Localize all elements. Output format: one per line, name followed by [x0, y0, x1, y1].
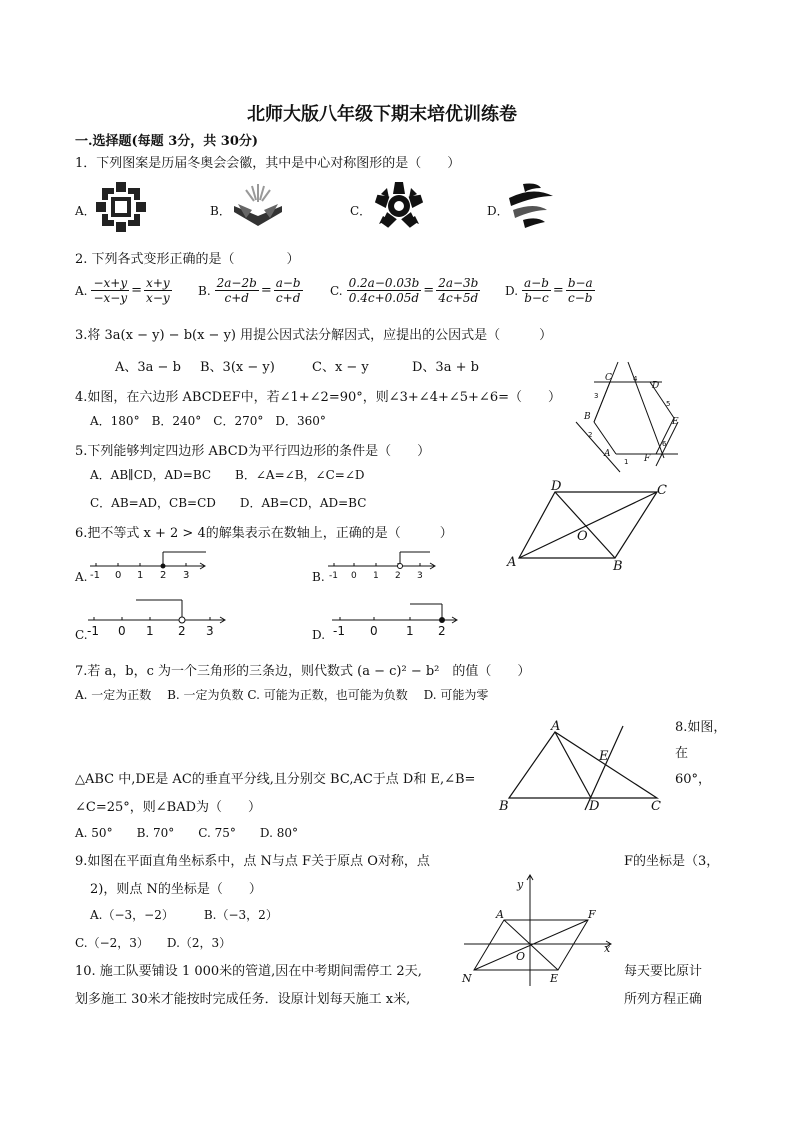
- tri-label-c: C: [651, 799, 661, 814]
- emblem-a-image: [96, 182, 146, 232]
- number-line-c: [86, 596, 228, 638]
- q3-option-b: B、3(x − y): [200, 360, 275, 375]
- page-title: 北师大版八年级下期末培优训练卷: [247, 104, 517, 125]
- tick-label: -1: [329, 571, 338, 581]
- hex-angle-5: 5: [666, 400, 671, 408]
- coord-label-n: N: [462, 972, 472, 985]
- q3-option-a: A、3a − b: [115, 360, 181, 375]
- q9-options-row-2: C.（−2，3） D.（2，3）: [75, 936, 232, 950]
- para-label-d: D: [551, 479, 562, 494]
- hex-angle-6: 6: [662, 440, 667, 448]
- hex-angle-4: 4: [633, 375, 638, 383]
- q7-options: A. 一定为正数 B. 一定为负数 C. 可能为正数，也可能为负数 D. 可能为零: [75, 688, 489, 702]
- question-9-line-1-right: F的坐标是（3，: [624, 854, 720, 869]
- question-10-line-1: 10. 施工队要铺设 1 000米的管道,因在中考期间需停工 2天,: [75, 964, 422, 979]
- hexagon-figure: [572, 362, 684, 472]
- question-10-line-2: 划多施工 30米才能按时完成任务．设原计划每天施工 x米,: [75, 992, 411, 1007]
- fraction: $\frac{2a-2b}{c+d}$: [216, 276, 257, 305]
- q6-option-d-label: D.: [312, 628, 326, 642]
- para-label-a: A: [507, 555, 517, 570]
- fraction: $\frac{-x+y}{-x-y}$: [93, 276, 128, 305]
- tri-label-b: B: [499, 799, 509, 814]
- tick-label: 2: [178, 624, 186, 638]
- q2-option-d: [505, 276, 595, 305]
- hex-angle-1: 1: [624, 458, 629, 466]
- tick-label: 0: [351, 571, 357, 581]
- q9-options-row-1: A.（−3，−2） B.（−3，2）: [90, 908, 278, 922]
- coord-label-a: A: [496, 908, 504, 921]
- fraction: $\frac{a-b}{b-c}$: [524, 276, 549, 305]
- question-10-line-1-right: 每天要比原计: [624, 964, 703, 979]
- tick-label: 0: [370, 624, 378, 638]
- tick-label: 2: [395, 571, 401, 581]
- q5-options-row-1: A．AB∥CD，AD=BC B．∠A=∠B，∠C=∠D: [90, 468, 365, 482]
- tick-label: 2: [438, 624, 446, 638]
- q1-option-a-label: A．: [75, 204, 96, 218]
- question-5: 5.下列能够判定四边形 ABCD为平行四边形的条件是（ ）: [75, 444, 431, 459]
- fraction: $\frac{b-a}{c-b}$: [567, 276, 593, 305]
- tri-label-a: A: [551, 719, 561, 734]
- q1-option-c-label: C．: [350, 204, 372, 218]
- coord-label-f: F: [588, 908, 596, 921]
- question-2: 2. 下列各式变形正确的是（ ）: [75, 252, 300, 267]
- triangle-figure: [495, 720, 675, 814]
- q6-option-c-label: C.: [75, 628, 88, 642]
- q8-degree: 60°，: [675, 772, 712, 787]
- para-label-o: O: [577, 529, 588, 544]
- q2-option-a: [75, 276, 172, 305]
- hex-label-f: F: [644, 454, 651, 464]
- q1-option-b-label: B．: [210, 204, 231, 218]
- q3-option-c: C、x − y: [312, 360, 369, 375]
- tri-label-e: E: [599, 749, 609, 764]
- tick-label: -1: [90, 570, 100, 581]
- question-7: 7.若 a，b，c 为一个三角形的三条边，则代数式 (a − c)² − b² 的值（ ）: [75, 664, 531, 679]
- question-9-line-2: 2)，则点 N的坐标是（ ）: [90, 882, 262, 897]
- hex-label-b: B: [584, 412, 591, 422]
- hex-label-c: C: [605, 373, 612, 383]
- hex-angle-3: 3: [594, 392, 599, 400]
- q6-option-b-label: B.: [312, 570, 325, 584]
- hex-label-e: E: [672, 417, 679, 427]
- q1-option-d-label: D．: [487, 204, 509, 218]
- q2-option-d-label: D.: [505, 283, 519, 298]
- q8-line-1: △ABC 中,DE是 AC的垂直平分线,且分别交 BC,AC于点 D和 E,∠B=: [75, 772, 476, 787]
- tick-label: 3: [206, 624, 214, 638]
- tick-label: 3: [183, 570, 190, 581]
- tri-label-d: D: [589, 799, 600, 814]
- q4-options: A．180° B．240° C．270° D．360°: [90, 414, 326, 428]
- question-3: 3.将 3a(x − y) − b(x − y) 用提公因式法分解因式，应提出的公因式是（ ）: [75, 328, 553, 343]
- hex-label-d: D: [652, 381, 660, 391]
- tick-label: 0: [115, 570, 122, 581]
- equals-sign: =: [260, 283, 272, 298]
- number-line-a: [88, 550, 208, 582]
- coordinate-figure: [460, 874, 620, 990]
- fraction: $\frac{2a-3b}{4c+5d}$: [438, 276, 479, 305]
- tick-label: 1: [146, 624, 154, 638]
- tick-label: 1: [137, 570, 144, 581]
- fraction: $\frac{x+y}{x-y}$: [146, 276, 170, 305]
- equals-sign: =: [131, 283, 143, 298]
- hex-angle-2: 2: [588, 431, 593, 439]
- tick-label: 1: [406, 624, 414, 638]
- q2-option-b: [198, 276, 303, 305]
- q2-option-c-label: C.: [330, 283, 343, 298]
- section-heading: 一.选择题(每题 3分，共 30分): [75, 134, 259, 149]
- number-line-d: [330, 600, 460, 640]
- q8-line-2: ∠C=25°，则∠BAD为（ ）: [75, 800, 262, 815]
- question-1: 1．下列图案是历届冬奥会会徽，其中是中心对称图形的是（ ）: [75, 156, 461, 171]
- question-6: 6.把不等式 x + 2 > 4的解集表示在数轴上，正确的是（ ）: [75, 526, 453, 541]
- q6-option-a-label: A.: [75, 570, 88, 584]
- coord-label-x: x: [604, 942, 611, 955]
- hex-label-a: A: [604, 449, 611, 459]
- coord-label-o: O: [516, 950, 526, 963]
- tick-label: -1: [333, 624, 345, 638]
- fraction: $\frac{a-b}{c+d}$: [275, 276, 301, 305]
- question-10-line-2-right: 所列方程正确: [624, 992, 703, 1007]
- coord-label-e: E: [550, 972, 559, 985]
- tick-label: 0: [118, 624, 126, 638]
- q2-option-c: [330, 276, 480, 305]
- emblem-b-image: [232, 182, 284, 228]
- number-line-b: [326, 550, 438, 582]
- q2-option-b-label: B.: [198, 283, 211, 298]
- tick-label: 3: [417, 571, 423, 581]
- para-label-b: B: [613, 559, 623, 574]
- tick-label: -1: [87, 624, 99, 638]
- q3-option-d: D、3a + b: [412, 360, 479, 375]
- q8-lead: 8.如图，: [675, 720, 727, 735]
- question-4: 4.如图，在六边形 ABCDEF中，若∠1+∠2=90°，则∠3+∠4+∠5+∠6=（ ）: [75, 390, 561, 405]
- q8-options: A. 50° B. 70° C. 75° D. 80°: [75, 826, 299, 840]
- tick-label: 2: [160, 570, 167, 581]
- fraction: $\frac{0.2a-0.03b}{0.4c+0.05d}$: [348, 276, 420, 305]
- tick-label: 1: [373, 571, 379, 581]
- equals-sign: =: [423, 283, 435, 298]
- emblem-c-image: [373, 180, 425, 232]
- q5-options-row-2: C．AB=AD，CB=CD D．AB=CD，AD=BC: [90, 496, 367, 510]
- q2-option-a-label: A.: [75, 283, 88, 298]
- coord-label-y: y: [517, 878, 524, 891]
- equals-sign: =: [552, 283, 564, 298]
- para-label-c: C: [657, 483, 667, 498]
- parallelogram-figure: [505, 480, 675, 572]
- q8-zai: 在: [675, 746, 689, 761]
- emblem-d-image: [505, 180, 557, 232]
- question-9-line-1: 9.如图在平面直角坐标系中，点 N与点 F关于原点 O对称，点: [75, 854, 430, 869]
